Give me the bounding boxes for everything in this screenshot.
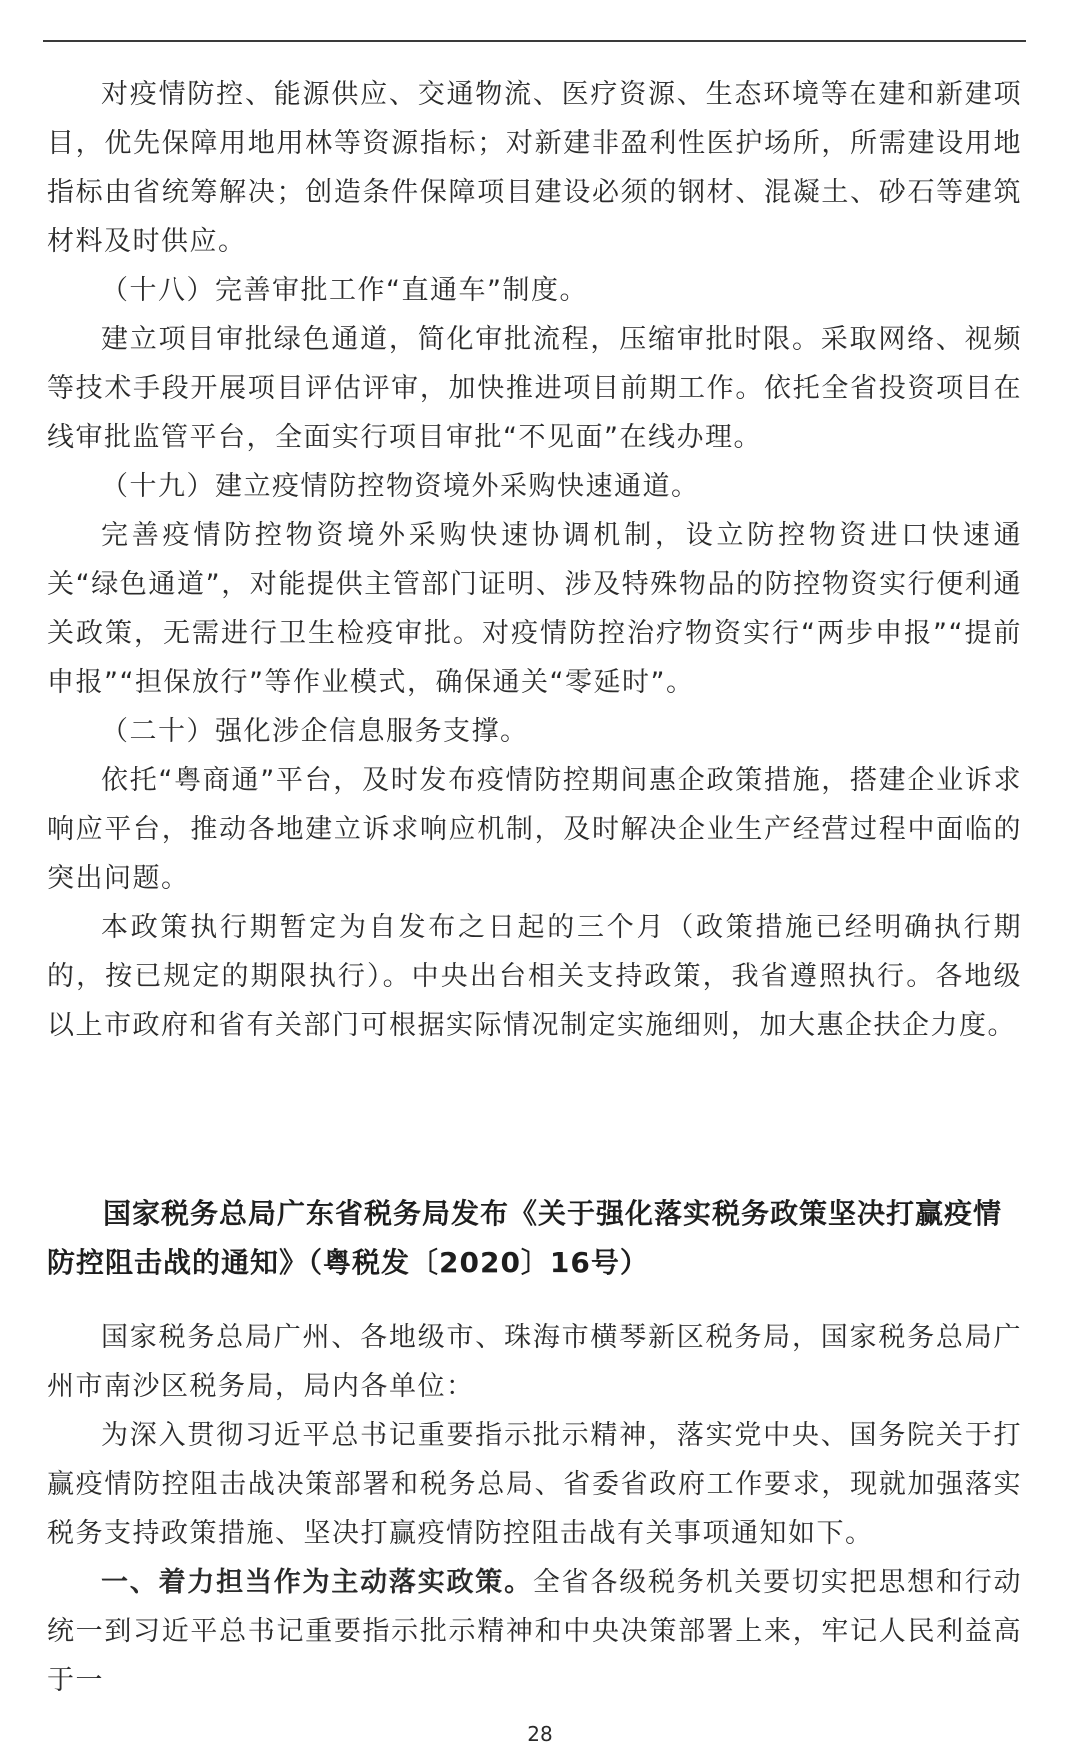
top-rule (43, 40, 1026, 42)
heading-item-18: （十八）完善审批工作“直通车”制度。 (101, 275, 588, 306)
section-gap (47, 1050, 1022, 1189)
paragraph-policy-period: 本政策执行期暂定为自发布之日起的三个月（政策措施已经明确执行期的，按已规定的期限执行）。中央出台相关支持政策，我省遵照执行。各地级以上市政府和省有关部门可根据实际情况制定实施细则，加大惠企扶企力度。 (47, 912, 1022, 1041)
page-number: 28 (527, 1722, 553, 1746)
heading-item-20: （二十）强化涉企信息服务支撑。 (101, 716, 529, 747)
point-one-lead: 一、着力担当作为主动落实政策。 (101, 1567, 533, 1598)
paragraph-approval-channel: 建立项目审批绿色通道，简化审批流程，压缩审批时限。采取网络、视频等技术手段开展项目评估评审，加快推进项目前期工作。依托全省投资项目在线审批监管平台，全面实行项目审批“不见面”在线办理。 (47, 324, 1022, 453)
heading-item-19: （十九）建立疫情防控物资境外采购快速通道。 (101, 471, 700, 502)
notice-intro: 为深入贯彻习近平总书记重要指示批示精神，落实党中央、国务院关于打赢疫情防控阻击战决策部署和税务总局、省委省政府工作要求，现就加强落实税务支持政策措施、坚决打赢疫情防控阻击战有关事项通知如下。 (47, 1420, 1022, 1549)
paragraph-info-service: 依托“粤商通”平台，及时发布疫情防控期间惠企政策措施，搭建企业诉求响应平台，推动各地建立诉求响应机制，及时解决企业生产经营过程中面临的突出问题。 (47, 765, 1022, 894)
document-body (47, 70, 1022, 1705)
paragraph-procurement-channel: 完善疫情防控物资境外采购快速协调机制，设立防控物资进口快速通关“绿色通道”，对能提供主管部门证明、涉及特殊物品的防控物资实行便利通关政策，无需进行卫生检疫审批。对疫情防控治疗物资实行“两步申报”“提前申报”“担保放行”等作业模式，确保通关“零延时”。 (47, 520, 1022, 698)
paragraph-resource-guarantee: 对疫情防控、能源供应、交通物流、医疗资源、生态环境等在建和新建项目，优先保障用地用林等资源指标；对新建非盈利性医护场所，所需建设用地指标由省统筹解决；创造条件保障项目建设必须的钢材、混凝土、砂石等建筑材料及时供应。 (47, 79, 1022, 257)
notice-point-one (47, 1558, 1022, 1705)
notice-title: 国家税务总局广东省税务局发布《关于强化落实税务政策坚决打赢疫情防控阻击战的通知》（粤税发〔2020〕16号） (47, 1197, 1003, 1279)
notice-addressee: 国家税务总局广州、各地级市、珠海市横琴新区税务局，国家税务总局广州市南沙区税务局，局内各单位： (47, 1322, 1022, 1402)
point-one-text: 全省各级税务机关要切实把思想和行动统一到习近平总书记重要指示批示精神和中央决策部署上来，牢记人民利益高于一 (47, 1567, 1023, 1696)
